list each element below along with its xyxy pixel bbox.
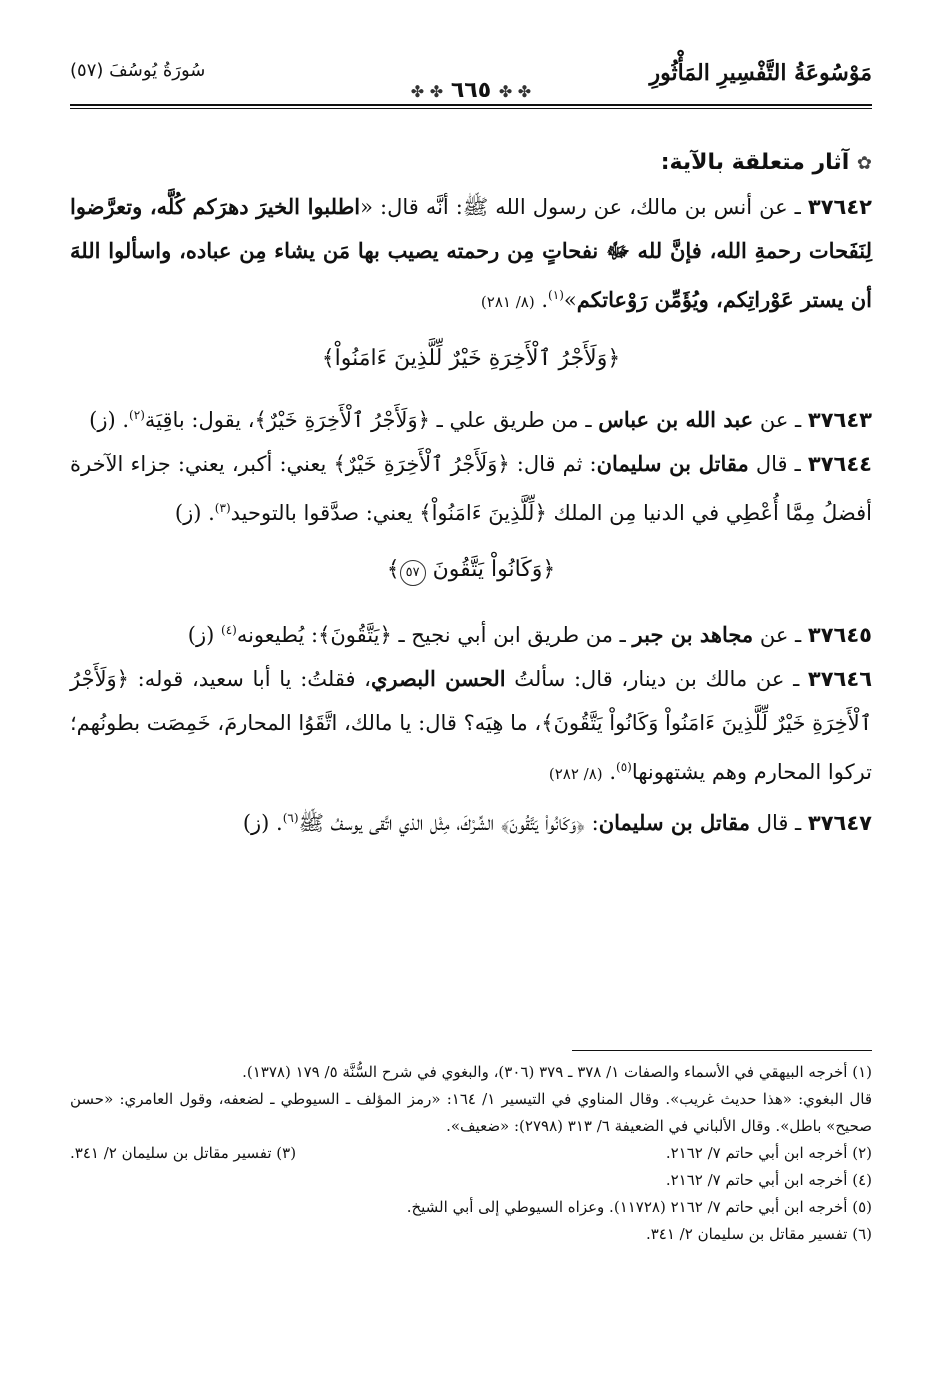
footnote: (١) أخرجه البيهقي في الأسماء والصفات ١/ ٣٧٨ ـ ٣٧٩ (٣٠٦)، والبغوي في شرح السُّنَّة ٥/ ١٧٩ (١٣٧٨). — [242, 1063, 872, 1081]
quran-quote: ﴿لِّلَّذِينَ ءَامَنُواْ﴾ — [419, 501, 547, 525]
ayah-text: ﴿وَكَانُواْ يَتَّقُونَ — [432, 557, 556, 582]
entry-text: ـ عن — [753, 408, 802, 432]
page-header — [70, 58, 872, 110]
narrator-name: عبد الله بن عباس — [598, 407, 754, 432]
entry-text: ، يقول: باقِيَة — [144, 408, 255, 432]
main-content — [70, 150, 872, 845]
narrator-name: مقاتل بن سليمان — [596, 451, 749, 476]
entry-text: الشِّرْكَ، مِثْل الذي اتَّقى يوسفُ ﷺ — [298, 811, 501, 835]
entry-text: ، ما هِيَه؟ قال: يا مالك، اتَّقَوُا المحارمَ، خَمِصَت بطونُهم؛ تركوا المحارم وهم يشتهونها — [70, 711, 872, 784]
volume-reference: (٨/ ٢٨١) — [480, 293, 535, 311]
narrator-name: مقاتل بن سليمان — [598, 810, 751, 835]
entry-text: . (ز) — [174, 501, 215, 525]
flower-ornament-icon: ✿ — [856, 153, 872, 174]
entry-text: : — [584, 811, 599, 835]
footnote-separator — [572, 1050, 872, 1051]
entry-text: . (ز) — [89, 408, 130, 432]
volume-reference: (٨/ ٢٨٢) — [548, 765, 603, 783]
page-number-wrap — [411, 78, 531, 103]
footnote: (٥) أخرجه ابن أبي حاتم ٧/ ٢١٦٢ (١١٧٢٨). وعزاه السيوطي إلى أبي الشيخ. — [406, 1198, 872, 1216]
hadith-text: اطلبوا الخيرَ دهرَكم كُلَّه، وتعرَّضوا لِنَفَحات رحمةِ الله، فإنَّ لله ﷻ نفحاتٍ مِن رحمته يصيب بها مَن يشاء مِن عباده، واسألوا اللهَ أن يستر عَوْراتِكم، ويُؤَمِّن رَوْعاتكم — [70, 194, 872, 312]
entry-number: ٣٧٦٤٣ — [807, 408, 872, 432]
footnote-marker: (٥) — [616, 760, 632, 774]
entry-text: ـ عن أنس بن مالك، عن رسول الله ﷺ: أنَّه قال: « — [360, 195, 801, 219]
ornament-icon: ✤ ✤ — [498, 82, 532, 101]
footnote-marker: (١) — [548, 288, 564, 302]
page-number: ٦٦٥ — [450, 78, 492, 103]
entry-text: ـ قال — [748, 452, 801, 476]
quran-quote: ﴿وَلَأَجْرُ ٱلْأَخِرَةِ خَيْرٌ لِّلَّذِينَ ءَامَنُواْ وَكَانُواْ يَتَّقُونَ﴾ — [70, 667, 872, 735]
ornament-icon: ✤ ✤ — [410, 82, 444, 101]
ayah-number: ٥٧ — [400, 560, 426, 586]
entry-text: ـ عن مالك بن دينار، قال: سألتُ — [505, 667, 800, 691]
footnote-marker: (٦) — [282, 811, 299, 825]
footnote: قال البغوي: «هذا حديث غريب». وقال المناوي في التيسير ١/ ١٦٤: «رمز المؤلف ـ السيوطي ـ لضعفه، وقول العامري: «حسن صحيح» باطل». وقال الألباني في الضعيفة ٦/ ٣١٣ (٢٧٩٨): «ضعيف». — [70, 1090, 872, 1135]
entry-text: ـ من طريق علي ـ — [429, 408, 599, 432]
entry-number: ٣٧٦٤٥ — [807, 623, 872, 647]
footnote: (٣) تفسير مقاتل بن سليمان ٢/ ٣٤١. — [70, 1144, 297, 1162]
footnote: (٢) أخرجه ابن أبي حاتم ٧/ ٢١٦٢. — [665, 1144, 872, 1162]
entry-text: ، فقلتُ: يا أبا سعيد، قوله: — [129, 667, 371, 691]
ayah-heading: ﴿وَلَأَجْرُ ٱلْأَخِرَةِ خَيْرٌ لِّلَّذِينَ ءَامَنُواْ﴾ — [321, 346, 621, 371]
hadith-entry — [70, 657, 872, 796]
footnotes — [70, 1050, 872, 1248]
hadith-entry — [70, 185, 872, 324]
book-title: مَوْسُوعَةُ التَّفْسِيرِ المَأْثُورِ — [649, 60, 872, 86]
hadith-entry — [70, 608, 872, 657]
entry-text: : يُطيعونه — [236, 623, 319, 647]
entry-text: . — [534, 288, 549, 312]
entry-number: ٣٧٦٤٦ — [807, 667, 873, 691]
ayah-text: ﴾ — [386, 557, 400, 582]
hadith-entry — [70, 796, 872, 845]
entry-number: ٣٧٦٤٢ — [807, 195, 872, 219]
footnote-marker: (٣) — [214, 501, 231, 515]
surah-label: سُورَةُ يُوسُفَ (٥٧) — [70, 60, 206, 81]
footnote: (٤) أخرجه ابن أبي حاتم ٧/ ٢١٦٢. — [665, 1171, 872, 1189]
section-title-text: آثار متعلقة بالآية: — [660, 150, 850, 175]
entry-text: يعني: أكبر، يعني: جزاء الآخرة أفضلُ مِمَّا أُعْطِي في الدنيا مِن الملك — [70, 452, 872, 525]
entry-text: : ثم قال: — [509, 452, 597, 476]
entry-text: » — [563, 288, 577, 312]
entry-number: ٣٧٦٤٤ — [807, 452, 872, 476]
footnote-marker: (٢) — [129, 408, 145, 422]
entry-text: ـ قال — [750, 811, 802, 835]
entry-text: ـ من طريق ابن أبي نجيح ـ — [391, 623, 633, 647]
quran-quote: ﴿وَلَأَجْرُ ٱلْأَخِرَةِ خَيْرٌ﴾ — [254, 408, 430, 432]
entry-number: ٣٧٦٤٧ — [807, 811, 872, 835]
entry-text: . — [602, 760, 616, 784]
entry-text: . (ز) — [242, 811, 283, 835]
header-rule-thin — [70, 108, 872, 109]
header-rule — [70, 104, 872, 106]
entry-text: يعني: صدَّقوا بالتوحيد — [230, 501, 420, 525]
entry-text: ـ عن — [753, 623, 802, 647]
hadith-entry — [70, 442, 872, 535]
narrator-name: الحسن البصري — [370, 666, 506, 691]
quran-quote: ﴿يَتَّقُونَ﴾ — [318, 623, 392, 647]
footnote-row — [70, 1140, 872, 1167]
quran-quote: ﴿وَكَانُواْ يَتَّقُونَ﴾ — [500, 811, 585, 835]
footnote: (٦) تفسير مقاتل بن سليمان ٢/ ٣٤١. — [645, 1225, 872, 1243]
quran-quote: ﴿وَلَأَجْرُ ٱلْأَخِرَةِ خَيْرٌ﴾ — [333, 452, 510, 476]
footnote-marker: (٤) — [221, 623, 237, 637]
section-title — [70, 150, 872, 175]
ayah-heading — [70, 557, 872, 586]
narrator-name: مجاهد بن جبر — [632, 622, 754, 647]
entry-text: (ز) — [187, 623, 221, 647]
hadith-entry — [70, 393, 872, 442]
